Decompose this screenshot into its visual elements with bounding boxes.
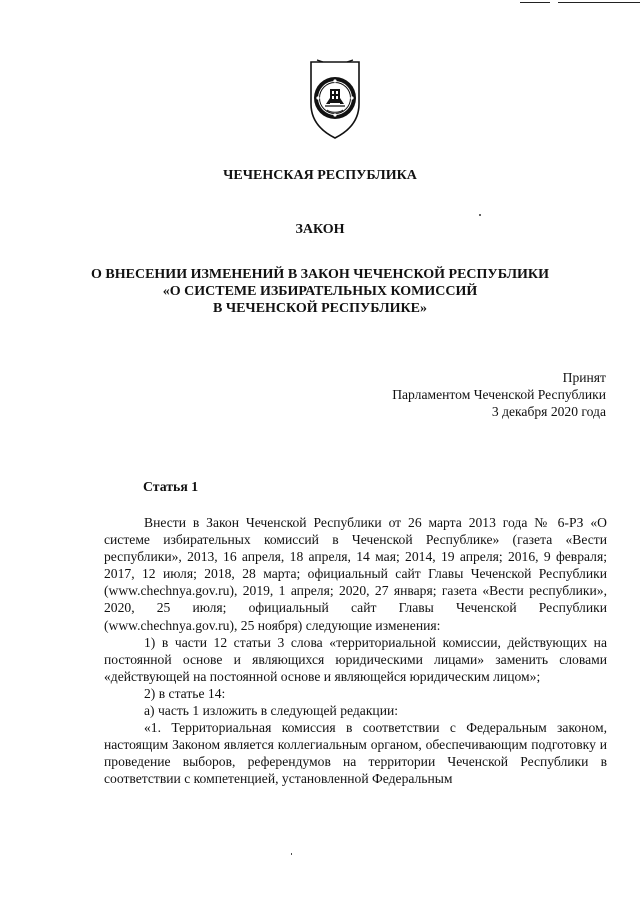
article-heading: Статья 1 xyxy=(143,479,199,494)
adoption-line-1: Принят xyxy=(562,370,606,385)
article-paragraph-2: 1) в части 12 статьи 3 слова «территориальной комиссии, действующих на постоянной основе и являющихся юридическими лицами» заменить словами «действующей на постоянной основе и являющейся юридическим лицом»; xyxy=(104,634,607,684)
law-title-line-3: В ЧЕЧЕНСКОЙ РЕСПУБЛИКЕ» xyxy=(212,301,428,316)
stray-mark xyxy=(479,214,481,216)
law-title xyxy=(0,266,640,317)
article-paragraph-1: Внести в Закон Чеченской Республики от 26 марта 2013 года № 6-РЗ «О системе избирательных комиссий в Чеченской Республике» (газета «Вести республики», 2013, 16 апреля, 18 апреля, 14 мая; 2014, 19 апреля; 2016, 9 февраля; 2017, 12 июля; 2018, 28 марта; официальный сайт Главы Чеченской Республики (www.chechnya.gov.ru), 2019, 1 апреля; 2020, 27 января; газета «Вести республики», 2020, 25 июля; официальный сайт Главы Чеченской Республики (www.chechnya.gov.ru), 25 ноября) следующие изменения: xyxy=(104,515,607,633)
stray-mark-bottom xyxy=(291,853,292,855)
article-paragraph-3: 2) в статье 14: xyxy=(144,685,226,701)
adoption-line-3: 3 декабря 2020 года xyxy=(491,404,606,419)
article-paragraph-5: «1. Территориальная комиссия в соответствии с Федеральным законом, настоящим Законом является коллегиальным органом, обеспечивающим подготовку и проведение выборов, референдумов на территории Чеченской Республики в соответствии с компетенцией, установленной Федеральным xyxy=(104,720,607,787)
article-paragraph-4: а) часть 1 изложить в следующей редакции: xyxy=(144,703,399,719)
document-type-heading: ЗАКОН xyxy=(295,222,345,237)
article-body xyxy=(104,514,607,788)
scan-top-line-left xyxy=(520,2,550,3)
scan-top-line-right xyxy=(558,2,640,3)
law-title-line-2: «О СИСТЕМЕ ИЗБИРАТЕЛЬНЫХ КОМИССИЙ xyxy=(162,284,478,299)
chechen-republic-coat-of-arms-icon xyxy=(305,58,365,140)
republic-heading: ЧЕЧЕНСКАЯ РЕСПУБЛИКА xyxy=(223,168,417,183)
adoption-line-2: Парламентом Чеченской Республики xyxy=(392,387,606,402)
adoption-block xyxy=(392,369,606,420)
law-title-line-1: О ВНЕСЕНИИ ИЗМЕНЕНИЙ В ЗАКОН ЧЕЧЕНСКОЙ РЕСПУБЛИКИ xyxy=(91,267,549,282)
